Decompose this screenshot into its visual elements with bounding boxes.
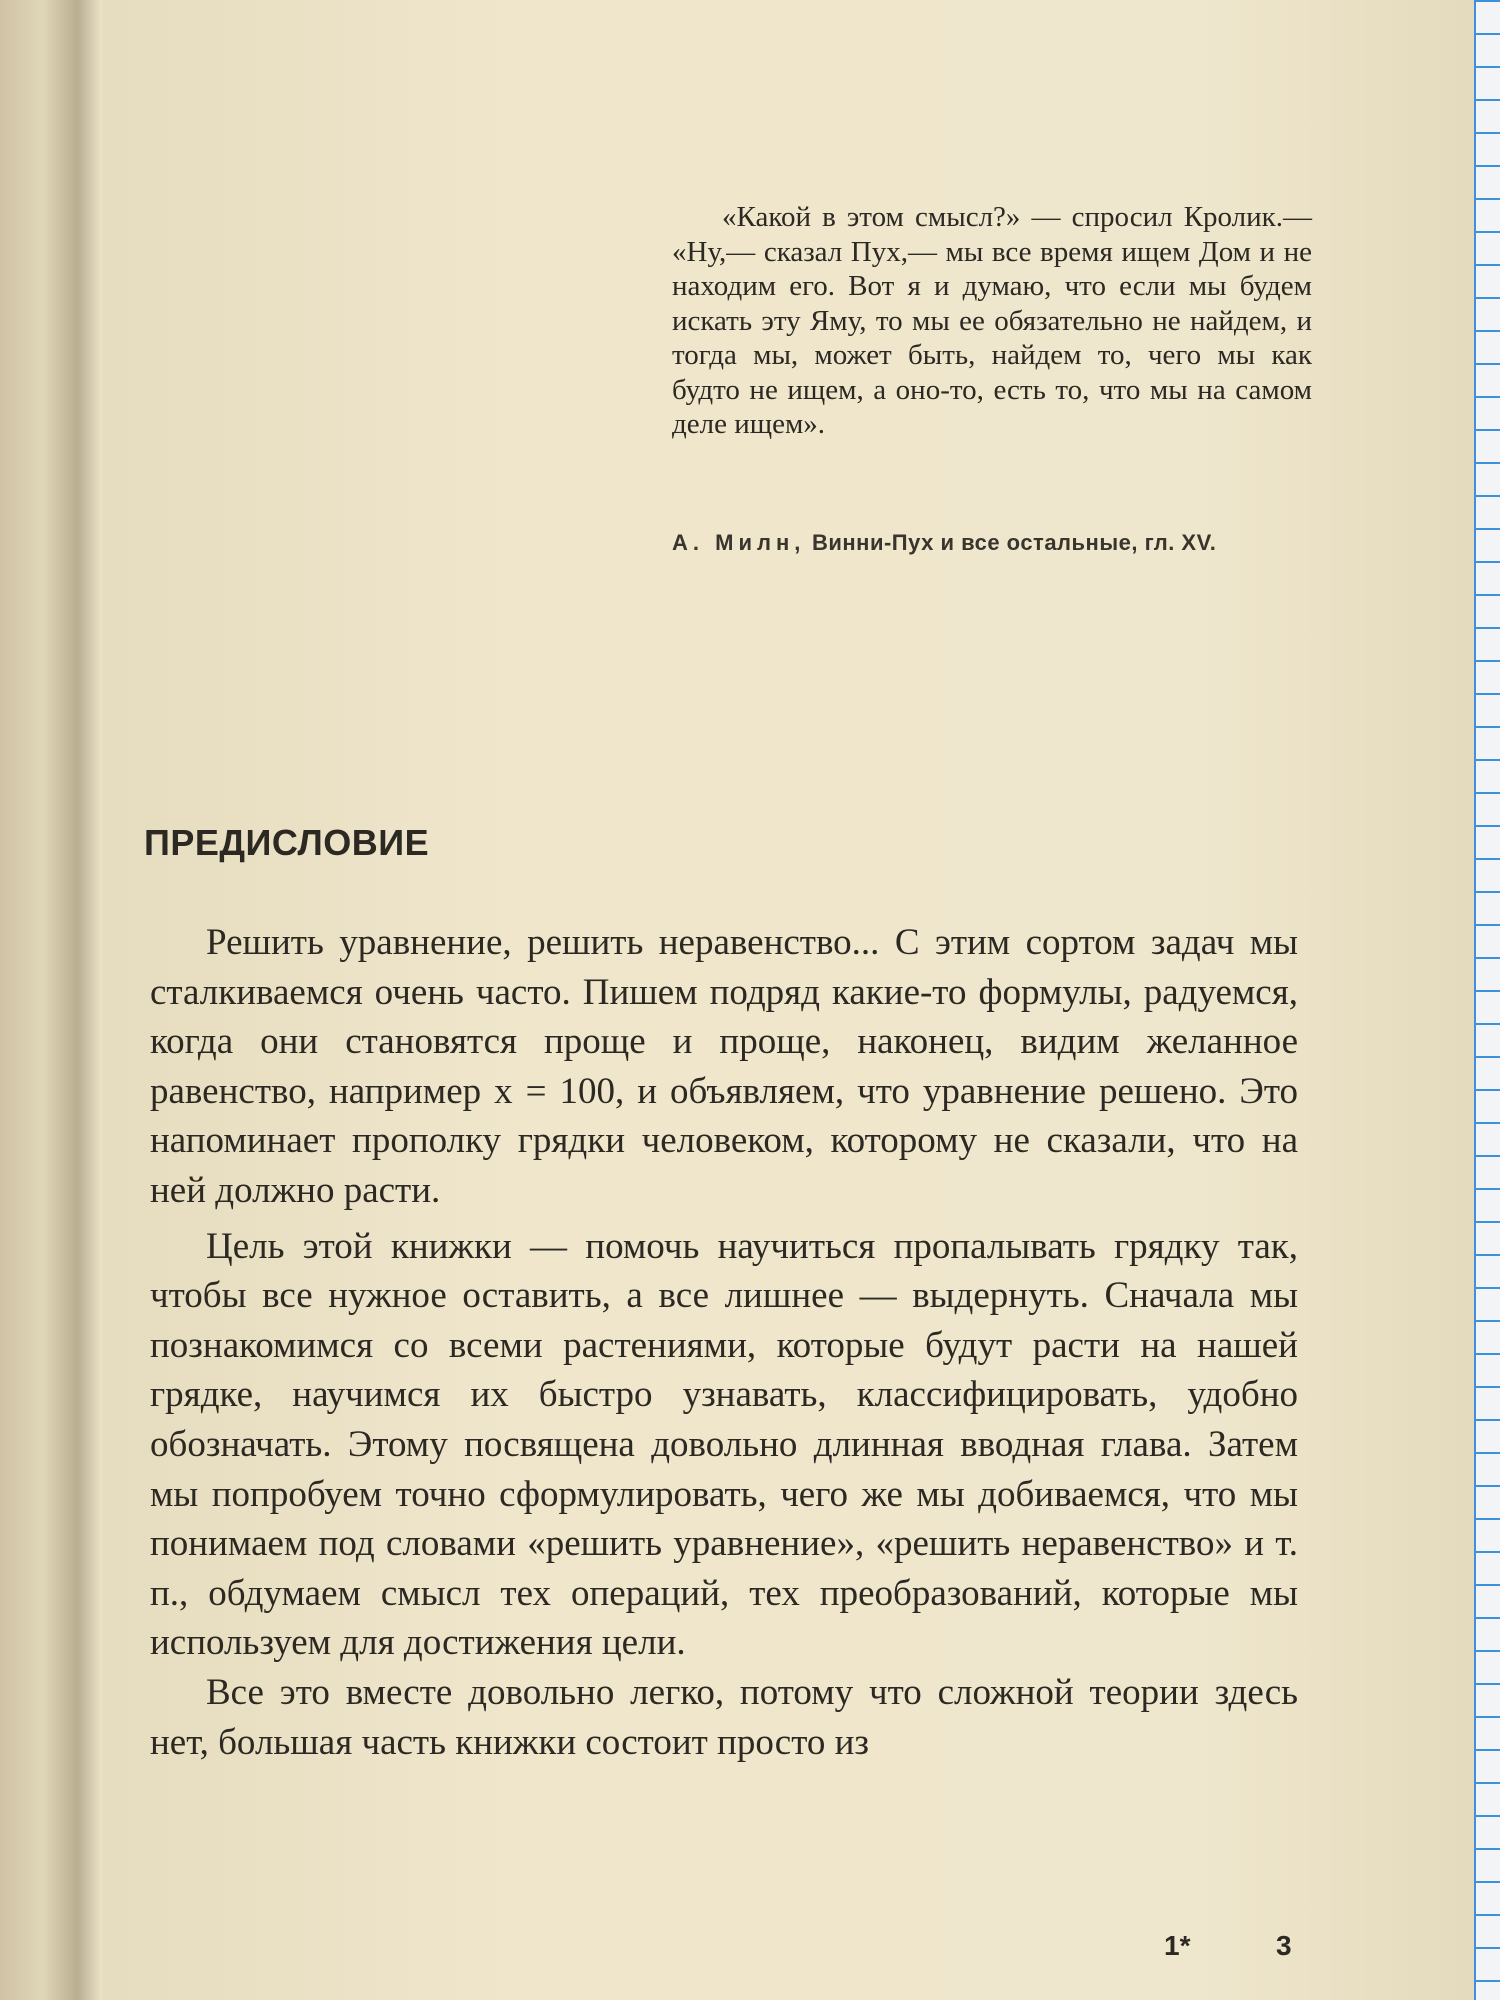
epigraph-source xyxy=(672,528,1312,557)
chapter-heading: ПРЕДИСЛОВИЕ xyxy=(144,822,430,863)
paragraph-3: Все это вместе довольно легко, потому что сложной теории здесь нет, большая часть книжки состоит просто из xyxy=(150,1671,1298,1763)
book-gutter-shadow xyxy=(78,0,102,2000)
epigraph-text: «Какой в этом смысл?» — спросил Кролик.— «Ну,— сказал Пух,— мы все время ищем Дом и не находим его. Вот я и думаю, что если мы будем искать эту Яму, то мы ее обязательно не найдем, и тогда мы, может быть, найдем то, чего мы как будто не ищем, а оно-то, есть то, что мы на самом деле ищем». xyxy=(672,201,1312,440)
epigraph-author: А. Милн, xyxy=(672,530,806,555)
printer-signature-mark: 1* xyxy=(1164,1930,1191,1961)
page-number: 3 xyxy=(1276,1930,1292,1961)
paragraph-1: Решить уравнение, решить неравенство... С этим сортом задач мы сталкиваемся очень часто. Пишем подряд какие-то формулы, радуемся, когда они становятся проще и проще, наконец, видим желанное равенство, например x = 100, и объявляем, что уравнение решено. Это напоминает прополку грядки человеком, которому не сказали, что на ней должно расти. xyxy=(150,922,1298,1211)
facing-page-edge xyxy=(0,0,78,2000)
paragraph-2: Цель этой книжки — помочь научиться пропалывать грядку так, чтобы все нужное оставить, а все лишнее — выдернуть. Сначала мы познакомимся со всеми растениями, которые будут расти на нашей грядке, научимся их быстро узнавать, классифицировать, удобно обозначать. Этому посвящена довольно длинная вводная глава. Затем мы попробуем точно сформулировать, чего же мы добиваемся, что мы понимаем под словами «решить уравнение», «решить неравенство» и т. п., обдумаем смысл тех операций, тех преобразований, которые мы используем для достижения цели. xyxy=(150,1225,1298,1664)
body-text xyxy=(150,918,1298,1773)
epigraph-book-title: Винни-Пух и все остальные, гл. XV. xyxy=(811,530,1217,555)
epigraph xyxy=(672,200,1312,442)
graph-paper-background xyxy=(1474,0,1500,2000)
